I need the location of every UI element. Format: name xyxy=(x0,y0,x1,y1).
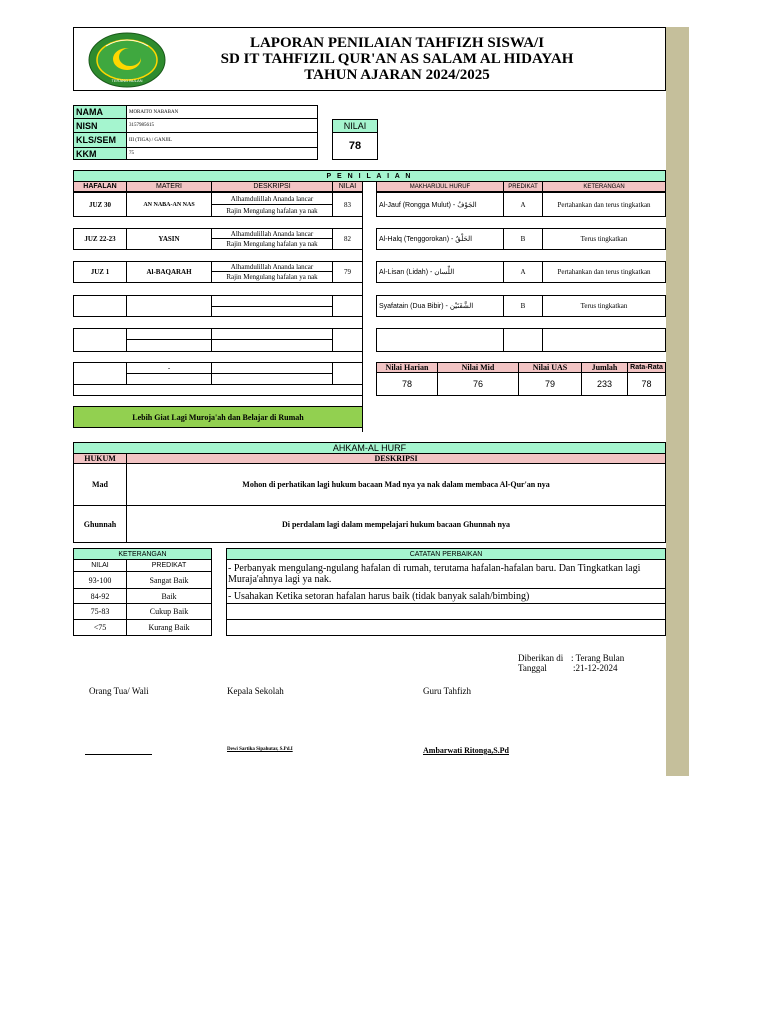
row5-hafalan xyxy=(73,328,127,352)
academic-year: TAHUN AJARAN 2024/2025 xyxy=(304,67,490,83)
row2-desc2: Rajin Mengulang hafalan ya nak xyxy=(211,238,333,250)
ket-nilai-header: NILAI xyxy=(73,559,127,572)
row6-hafalan xyxy=(73,362,127,385)
row3-materi: Al-BAQARAH xyxy=(126,261,212,283)
row3-hafalan: JUZ 1 xyxy=(73,261,127,283)
row2-hafalan: JUZ 22-23 xyxy=(73,228,127,250)
score-harian: 78 xyxy=(376,372,438,396)
ket-row2-predikat: Baik xyxy=(126,588,212,604)
ket-row4-predikat: Kurang Baik xyxy=(126,619,212,636)
tanggal-label: Tanggal xyxy=(518,663,547,673)
score-header-harian: Nilai Harian xyxy=(376,362,438,373)
nilai-value: 78 xyxy=(332,132,378,160)
ahkam-title: AHKAM-AL HURF xyxy=(73,442,666,454)
svg-text:TERANG BULAN: TERANG BULAN xyxy=(111,78,143,83)
row2-makhraj: Al-Halq (Tenggorokan) - الحَلْقُ xyxy=(376,228,504,250)
score-header-rata: Rata-Rata xyxy=(627,362,666,373)
diberikan-value: : Terang Bulan xyxy=(571,653,625,663)
score-header-uas: Nilai UAS xyxy=(518,362,582,373)
score-header-jumlah: Jumlah xyxy=(581,362,628,373)
ortu-label: Orang Tua/ Wali xyxy=(89,686,149,696)
row2-predikat: B xyxy=(503,228,543,250)
ahkam-deskripsi-header: DESKRIPSI xyxy=(126,453,666,464)
keterangan-title: KETERANGAN xyxy=(73,548,212,560)
row3-ket: Pertahankan dan terus tingkatkan xyxy=(542,261,666,283)
row3-desc2: Rajin Mengulang hafalan ya nak xyxy=(211,271,333,283)
kkm-label: KKM xyxy=(73,147,127,160)
kepsek-name: Dewi Sartika Sipahutar, S.Pd.I xyxy=(227,747,293,752)
report-header xyxy=(73,27,666,91)
row4-nilai xyxy=(332,295,363,317)
catatan-line2: - Usahakan Ketika setoran hafalan harus baik (tidak banyak salah/bimbing) xyxy=(226,588,666,604)
ket-predikat-header: PREDIKAT xyxy=(126,559,212,572)
guru-label: Guru Tahfizh xyxy=(423,686,471,696)
ket-row4-nilai: <75 xyxy=(73,619,127,636)
side-bar xyxy=(666,27,689,776)
kls-label: KLS/SEM xyxy=(73,132,127,148)
school-name: SD IT TAHFIZIL QUR'AN AS SALAM AL HIDAYAH xyxy=(220,51,574,67)
catatan-empty2 xyxy=(226,619,666,636)
row5-materi-sub xyxy=(126,339,212,352)
nisn-value: 3157985615 xyxy=(126,118,318,133)
hukum-mad: Mad xyxy=(73,463,127,506)
score-jumlah: 233 xyxy=(581,372,628,396)
catatan-line1: - Perbanyak mengulang-ngulang hafalan di rumah, terutama hafalan-hafalan baru. Dan Tingkatkan lagi Muraja'ahnya lagi ya nak. xyxy=(226,559,666,589)
report-title: LAPORAN PENILAIAN TAHFIZH SISWA/I xyxy=(249,35,545,51)
nilai-label: NILAI xyxy=(332,119,378,133)
score-header-mid: Nilai Mid xyxy=(437,362,519,373)
row5-predikat xyxy=(503,328,543,352)
row4-hafalan xyxy=(73,295,127,317)
row1-predikat: A xyxy=(503,192,543,217)
row4-materi xyxy=(126,295,212,317)
catatan-empty1 xyxy=(226,603,666,620)
row1-materi: AN NABA-AN NAS xyxy=(126,192,212,217)
ortu-signature-line xyxy=(85,754,152,755)
tanggal-value: :21-12-2024 xyxy=(573,663,618,673)
guru-name: Ambarwati Ritonga,S.Pd xyxy=(423,746,510,755)
ket-row1-predikat: Sangat Baik xyxy=(126,571,212,589)
score-rata: 78 xyxy=(627,372,666,396)
school-logo xyxy=(88,32,166,88)
row4-desc2 xyxy=(211,306,333,317)
score-mid: 76 xyxy=(437,372,519,396)
hukum-ghunnah-desc: Di perdalam lagi dalam mempelajari hukum bacaan Ghunnah nya xyxy=(126,505,666,543)
ket-row3-predikat: Cukup Baik xyxy=(126,603,212,620)
hukum-ghunnah: Ghunnah xyxy=(73,505,127,543)
nisn-label: NISN xyxy=(73,118,127,133)
row2-nilai: 82 xyxy=(332,228,363,250)
row1-makhraj: Al-Jauf (Rongga Mulut) - الجَوْفُ xyxy=(376,192,504,217)
row1-desc1: Alhamdulillah Ananda lancar xyxy=(211,192,333,205)
row4-predikat: B xyxy=(503,295,543,317)
score-uas: 79 xyxy=(518,372,582,396)
row1-hafalan: JUZ 30 xyxy=(73,192,127,217)
hukum-mad-desc: Mohon di perhatikan lagi hukum bacaan Mad nya ya nak dalam membaca Al-Qur'an nya xyxy=(126,463,666,506)
kepsek-label: Kepala Sekolah xyxy=(227,686,284,696)
row2-materi: YASIN xyxy=(126,228,212,250)
ket-row1-nilai: 93-100 xyxy=(73,571,127,589)
kls-value: III (TIGA) / GANJIL xyxy=(126,132,318,148)
nama-label: NAMA xyxy=(73,105,127,119)
nama-value: MORAITO NABABAN xyxy=(126,105,318,119)
ket-row3-nilai: 75-83 xyxy=(73,603,127,620)
deskripsi-header: DESKRIPSI xyxy=(211,181,333,192)
row1-nilai: 83 xyxy=(332,192,363,217)
row4-ket: Terus tingkatkan xyxy=(542,295,666,317)
keterangan-header: KETERANGAN xyxy=(542,181,666,192)
motivation-note: Lebih Giat Lagi Muroja'ah dan Belajar di Rumah xyxy=(73,406,363,428)
row2-desc1: Alhamdulillah Ananda lancar xyxy=(211,228,333,239)
hafalan-header: HAFALAN xyxy=(73,181,127,192)
row5-ket xyxy=(542,328,666,352)
ket-row2-nilai: 84-92 xyxy=(73,588,127,604)
makharijul-header: MAKHARIJUL HURUF xyxy=(376,181,504,192)
diberikan-label: Diberikan di xyxy=(518,653,564,663)
nilai-header: NILAI xyxy=(332,181,363,192)
row6-spacer xyxy=(73,384,363,396)
kkm-value: 75 xyxy=(126,147,318,160)
catatan-title: CATATAN PERBAIKAN xyxy=(226,548,666,560)
row5-nilai xyxy=(332,328,363,352)
materi-header: MATERI xyxy=(126,181,212,192)
row5-makhraj xyxy=(376,328,504,352)
row3-predikat: A xyxy=(503,261,543,283)
hukum-header: HUKUM xyxy=(73,453,127,464)
row3-desc1: Alhamdulillah Ananda lancar xyxy=(211,261,333,272)
row2-ket: Terus tingkatkan xyxy=(542,228,666,250)
row3-makhraj: Al-Lisan (Lidah) - اللِّسان xyxy=(376,261,504,283)
row6-materi: - xyxy=(126,362,212,374)
row5-desc2 xyxy=(211,339,333,352)
row6-nilai xyxy=(332,362,363,385)
predikat-header: PREDIKAT xyxy=(503,181,543,192)
penilaian-title: P E N I L A I A N xyxy=(73,170,666,182)
row1-ket: Pertahankan dan terus tingkatkan xyxy=(542,192,666,217)
row3-nilai: 79 xyxy=(332,261,363,283)
row4-makhraj: Syafatain (Dua Bibir) - الشَّفَتَيْن xyxy=(376,295,504,317)
row1-desc2: Rajin Mengulang hafalan ya nak xyxy=(211,204,333,217)
